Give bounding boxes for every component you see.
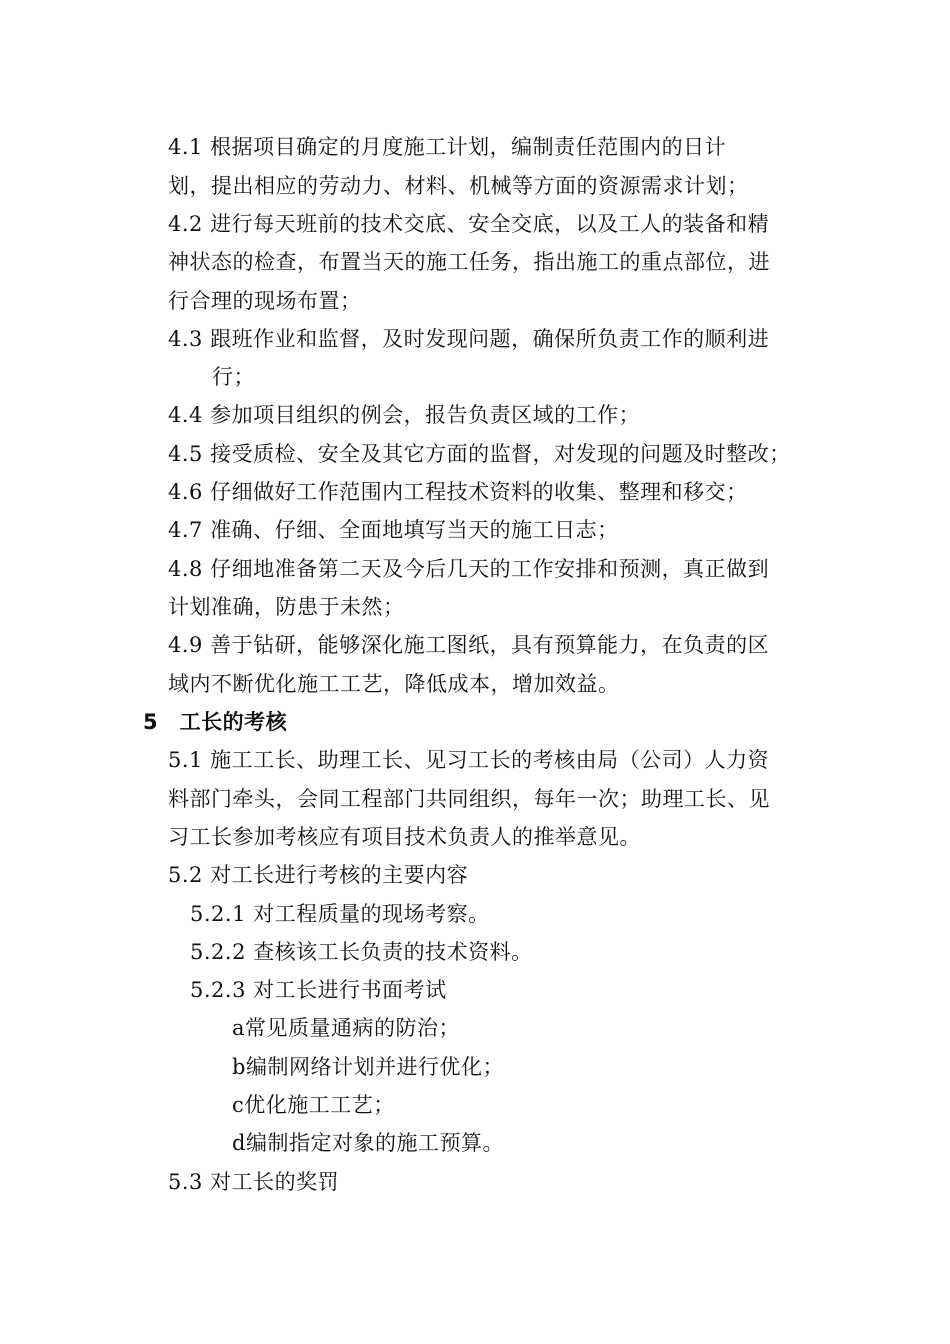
clause-4-9-line-1: 4.9 善于钻研，能够深化施工图纸，具有预算能力，在负责的区	[168, 633, 770, 657]
exam-item-c: c优化施工工艺；	[232, 1093, 395, 1117]
clause-4-9-line-2: 域内不断优化施工工艺，降低成本，增加效益。	[168, 672, 620, 696]
exam-item-b: b编制网络计划并进行优化；	[232, 1055, 504, 1079]
clause-4-8-line-2: 计划准确，防患于未然；	[168, 595, 405, 619]
clause-4-3-line-2: 行；	[212, 365, 255, 389]
clause-5-1-line-2: 料部门牵头，会同工程部门共同组织，每年一次；助理工长、见	[168, 787, 770, 811]
clause-4-5: 4.5 接受质检、安全及其它方面的监督，对发现的问题及时整改；	[168, 442, 791, 466]
clause-4-4: 4.4 参加项目组织的例会，报告负责区域的工作；	[168, 403, 641, 427]
clause-4-1-line-2: 划，提出相应的劳动力、材料、机械等方面的资源需求计划；	[168, 174, 749, 198]
clause-4-3-line-1: 4.3 跟班作业和监督，及时发现问题，确保所负责工作的顺利进	[168, 327, 770, 351]
clause-5-1-line-1: 5.1 施工工长、助理工长、见习工长的考核由局（公司）人力资	[168, 748, 770, 772]
clause-4-7: 4.7 准确、仔细、全面地填写当天的施工日志；	[168, 518, 619, 542]
clause-4-6: 4.6 仔细做好工作范围内工程技术资料的收集、整理和移交；	[168, 480, 748, 504]
clause-5-2: 5.2 对工长进行考核的主要内容	[168, 863, 469, 887]
clause-4-2-line-1: 4.2 进行每天班前的技术交底、安全交底，以及工人的装备和精	[168, 212, 770, 236]
exam-item-a: a常见质量通病的防治；	[232, 1016, 461, 1040]
clause-5-2-1: 5.2.1 对工程质量的现场考察。	[190, 902, 490, 926]
section-5-heading: 5 工长的考核	[143, 710, 288, 734]
clause-4-1-line-1: 4.1 根据项目确定的月度施工计划，编制责任范围内的日计	[168, 135, 727, 159]
clause-5-3: 5.3 对工长的奖罚	[168, 1170, 340, 1194]
clause-5-2-3: 5.2.3 对工长进行书面考试	[190, 978, 447, 1002]
exam-item-d: d编制指定对象的施工预算。	[232, 1131, 504, 1155]
clause-4-2-line-3: 行合理的现场布置；	[168, 289, 362, 313]
clause-5-2-2: 5.2.2 查核该工长负责的技术资料。	[190, 940, 533, 964]
clause-5-1-line-3: 习工长参加考核应有项目技术负责人的推举意见。	[168, 825, 641, 849]
clause-4-2-line-2: 神状态的检查，布置当天的施工任务，指出施工的重点部位，进	[168, 250, 770, 274]
clause-4-8-line-1: 4.8 仔细地准备第二天及今后几天的工作安排和预测，真正做到	[168, 557, 770, 581]
